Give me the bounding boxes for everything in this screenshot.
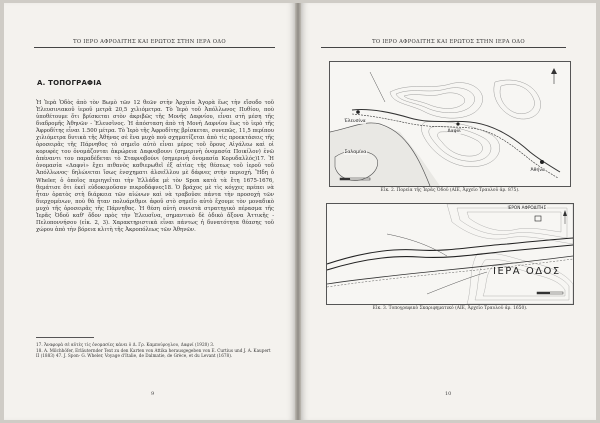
footnotes (36, 342, 274, 359)
body-text (36, 100, 274, 234)
right-page (301, 3, 596, 420)
page-number: 9 (151, 391, 155, 397)
header-rule (321, 47, 566, 48)
footnote-17: 17. Ἀναφορὰ σὲ αὐτὲς τὶς ὀνομασίες κάνει ὁ Δ. Γρ. Καμπούρογλου, Δαφνί (1920) 3. (36, 342, 215, 347)
header-rule (34, 47, 275, 48)
map-label-athina: Ἀθήνα (530, 168, 545, 173)
figure-caption: Εἰκ. 3. Τοπογραφικὸ Σκαριφηματικό (ΑΙΕ, Ἀρχεῖο Τραυλοῦ ἀρ. 1650). (372, 306, 528, 311)
map-label-hiera-odos: ΙΕΡΑ ΟΔΟΣ (493, 266, 561, 277)
topographic-sketch-drawing (327, 204, 573, 304)
page-number: 10 (445, 391, 452, 397)
map-label-sanctuary: ΙΕΡΟΝ ΑΦΡΟΔΙΤΗΣ (507, 205, 547, 210)
map-label-eleusina: Ἐλευσίνα (344, 119, 366, 124)
running-head: ΤΟ ΙΕΡΟ ΑΦΡΟΔΙΤΗΣ ΚΑΙ ΕΡΩΤΟΣ ΣΤΗΝ ΙΕΡΑ ΟΔΟ (73, 39, 226, 45)
body-paragraph: Ἡ Ἱερὰ Ὁδὸς ἀπὸ τὸν Βωμὸ τῶν 12 θεῶν στὴν Ἀρχαία Ἀγορὰ ἕως τὴν εἴσοδο τοῦ Ἐλευσινιακοῦ ἱεροῦ μετρᾶ 20,5 χιλιόμετρα. Τὸ Ἱερὸ τοῦ Ἀπόλλωνος Πυθίου, ποὺ ὑποθέτουμε ὅτι βρίσκεται στὸν ἀκριβῶς τῆς Μονῆς Δαφνίου, εἶναι στὴ μέση τῆς διαδρομῆς Ἀθηνῶν - Ἐλευσῖνος. Ἡ ἀπόσταση ἀπὸ τὴ Μονὴ Δαφνίου ἕως τὸ ἱερὸ τῆς Ἀφροδίτης εἶναι 1.500 μέτρα. Τὸ Ἱερὸ τῆς Ἀφροδίτης βρίσκεται, συνεπῶς, 11,5 περίπου χιλιόμετρα δυτικὰ τῆς Ἀθήνας σὲ ἕνα μυχὸ ποὺ σχηματίζεται ἀπὸ τὶς προεκτάσεις τῆς ὀροσειρᾶς τῆς Πάρνηθος τὸ σημεῖο αὐτὸ εἶναι μέρος τοῦ ὄρους Αἰγάλεω καὶ οἱ κορυφὲς του ὀνομάζονται ἀκρώρεια Δαφνοβουνι (σημερινὴ ὀνομασία Ποικίλον) ἐνῶ ἀπέναντι του παραδέδεται τὸ Σταφνοβούνι (σημερινὴ ὀνομασία Κορυδαλλός)17. Ἡ ὀνομασία «Δαφνὶ» ἔχει πιθανὸς καθιερωθεῖ ἐξ αἰτίας τῆς θέσεως τοῦ ἱεροῦ τοῦ Ἀπόλλωνος· δηλώνεται ἴσως ἐνσχηματι ἀλσεῖλλου μὲ δάφνες στὴν περιοχή. Ἤδη ὁ Wheler, ὁ ὁποῖος περιηγεῖται τὴν Ἑλλάδα μὲ τὸν Spon κατὰ τὰ ἔτη 1675-1676, θεμάτισε ὅτι ἐκεῖ εὐδοκιμοῦσαν πικροδάφνες18. Ὁ βράχος μὲ τὶς κόγχες πρέπει νὰ ἦταν ὁρατὸς στὴ διάρκεια τῶν αἰώνων καὶ νὰ τραβοῦσε πάντα τὴν προσοχὴ τῶν διερχομένων, ποὺ θὰ ἦταν πολυάριθμοι ἀφοῦ στὸ σημεῖο αὐτὸ ἔχουμε τὸν μοναδικὸ μυχὸ τῆς ὀροσειρᾶς τῆς Πάρνηθας. Ἡ θέση αὐτὴ συνιστὰ στρατηγικὸ πέρασμα τῆς Ἱερᾶς Ὁδοῦ καθ' ὅδον πρὸς τὴν Ἐλευσῖνα, σημαντικὸ δὲ ὁδικὸ ἄξονα Ἀττικῆς - Πελοποννήσου (εἰκ. 2, 3). Χαρακτηριστικὰ εἶναι πάντως ἡ δυνατότητα θέασης τοῦ χώρου ἀπὸ τὴν βόρεια κλιτὴ τῆς Ἀκροπόλεως τῶν Ἀθηνῶν. (36, 100, 274, 233)
footnote-rule (36, 337, 94, 338)
map-label-salamina: Σαλαμίνα (344, 150, 367, 155)
map-label-daphni: Δαφνί (447, 129, 461, 134)
route-map-figure (329, 61, 571, 187)
footnote-18: 18. A. Milchhöfer, Erläuternder Text zu den Karten von Attika herausgegeben von E. Curtius und J. A. Kaupert II (1883) 47. J. Spon- G. Wheler, Voyage d'Italie, de Dalmatie, de Grèce, et du Levant (1678). (36, 347, 271, 359)
section-title: Α. ΤΟΠΟΓΡΑΦΙΑ (37, 79, 102, 87)
left-page (4, 3, 295, 420)
topographic-sketch-figure (326, 203, 574, 305)
running-head: ΤΟ ΙΕΡΟ ΑΦΡΟΔΙΤΗΣ ΚΑΙ ΕΡΩΤΟΣ ΣΤΗΝ ΙΕΡΑ ΟΔΟ (372, 39, 525, 45)
figure-caption: Εἰκ. 2. Πορεία τῆς Ἱερᾶς Ὁδοῦ (ΑΙΕ, Ἀρχεῖο Τραυλοῦ ἀρ. 875). (380, 188, 520, 193)
